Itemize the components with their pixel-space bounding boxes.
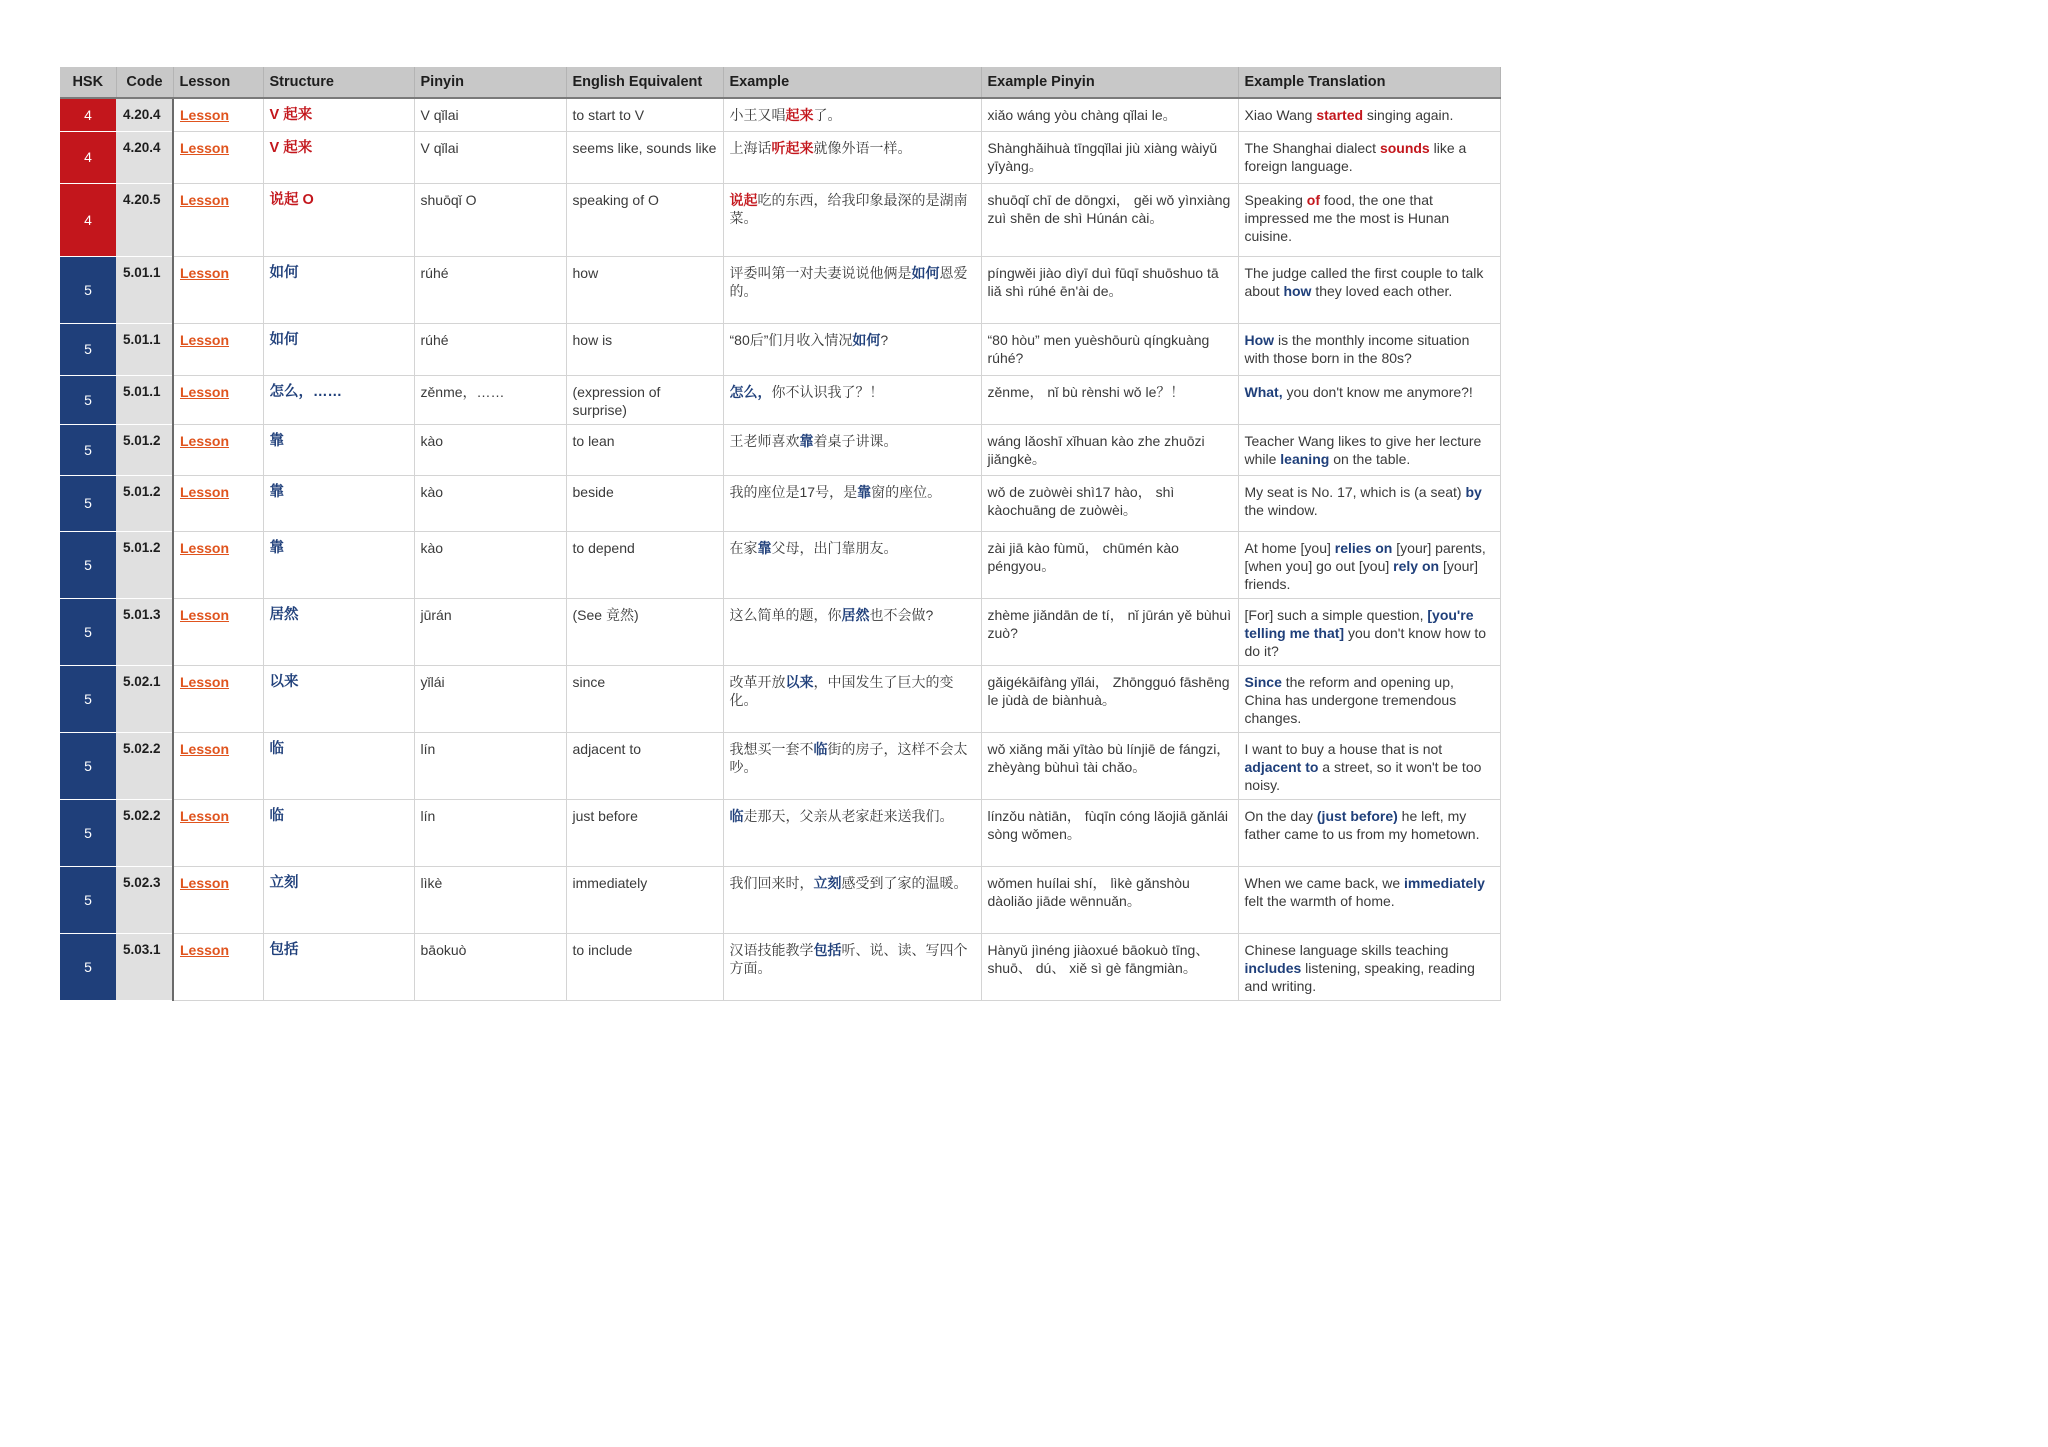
example-text: 走那天，父亲从老家赶来送我们。 — [743, 807, 954, 824]
translation-text: listening, speaking, reading and writing. — [1244, 959, 1475, 994]
hsk-level-badge: 4 — [60, 183, 116, 256]
pinyin-cell: bāokuò — [414, 933, 566, 1000]
lesson-cell — [173, 866, 263, 933]
example-text: 窗的座位。 — [871, 483, 942, 500]
example-pinyin-cell: píngwěi jiào dìyī duì fūqī shuōshuo tā liǎ shì rúhé ēn'ài de。 — [981, 256, 1238, 323]
code-cell: 4.20.5 — [116, 183, 173, 256]
translation-text: on the table. — [1329, 450, 1411, 467]
structure-cell: 如何 — [263, 323, 414, 375]
example-translation-cell — [1238, 598, 1500, 665]
example-highlight: 靠 — [799, 432, 814, 449]
lesson-cell — [173, 475, 263, 531]
example-text: 了。 — [813, 107, 842, 123]
grammar-table-container — [60, 67, 1500, 1001]
translation-highlight: of — [1306, 191, 1320, 208]
example-text: ? — [880, 331, 889, 348]
code-cell: 5.02.1 — [116, 665, 173, 732]
example-pinyin-cell: wǒ xiǎng mǎi yītào bù línjiē de fángzi， zhèyàng bùhuì tài chǎo。 — [981, 732, 1238, 799]
structure-cell: V 起来 — [263, 98, 414, 131]
english-equivalent-cell: (See 竟然) — [566, 598, 723, 665]
structure-cell: 怎么，…… — [263, 375, 414, 424]
code-cell: 5.01.1 — [116, 323, 173, 375]
code-cell: 5.01.1 — [116, 375, 173, 424]
hsk-level-badge: 5 — [60, 665, 116, 732]
hsk-level-badge: 4 — [60, 98, 116, 131]
lesson-cell — [173, 933, 263, 1000]
example-translation-cell — [1238, 531, 1500, 598]
example-text: 王老师喜欢 — [729, 432, 800, 449]
lesson-cell — [173, 183, 263, 256]
table-row — [60, 98, 1500, 131]
english-equivalent-cell: speaking of O — [566, 183, 723, 256]
table-row — [60, 799, 1500, 866]
example-cell — [723, 665, 981, 732]
code-cell: 5.02.3 — [116, 866, 173, 933]
english-equivalent-cell: how — [566, 256, 723, 323]
table-row — [60, 323, 1500, 375]
lesson-link[interactable]: Lesson — [180, 383, 230, 400]
header-code: Code — [116, 67, 173, 98]
lesson-cell — [173, 323, 263, 375]
translation-text: Xiao Wang — [1244, 107, 1317, 123]
table-row — [60, 375, 1500, 424]
grammar-table — [60, 67, 1501, 1001]
example-cell — [723, 531, 981, 598]
translation-highlight: includes — [1244, 959, 1302, 976]
hsk-level-badge: 5 — [60, 598, 116, 665]
translation-text: a street, so it won't be too noisy. — [1244, 758, 1482, 793]
example-cell — [723, 475, 981, 531]
table-row — [60, 475, 1500, 531]
code-cell: 5.01.2 — [116, 424, 173, 475]
translation-text: [your] friends. — [1244, 557, 1478, 592]
english-equivalent-cell: to include — [566, 933, 723, 1000]
translation-highlight: started — [1316, 107, 1364, 123]
example-highlight: 如何 — [852, 331, 881, 348]
lesson-link[interactable]: Lesson — [180, 941, 230, 958]
example-pinyin-cell: línzǒu nàtiān， fùqīn cóng lǎojiā gǎnlái sòng wǒmen。 — [981, 799, 1238, 866]
example-translation-cell — [1238, 256, 1500, 323]
example-translation-cell — [1238, 323, 1500, 375]
lesson-link[interactable]: Lesson — [180, 539, 230, 556]
pinyin-cell: rúhé — [414, 323, 566, 375]
english-equivalent-cell: (expression of surprise) — [566, 375, 723, 424]
lesson-cell — [173, 799, 263, 866]
translation-text: The Shanghai dialect — [1244, 139, 1380, 156]
pinyin-cell: rúhé — [414, 256, 566, 323]
english-equivalent-cell: to lean — [566, 424, 723, 475]
translation-text: they loved each other. — [1311, 282, 1453, 299]
example-text: 着桌子讲课。 — [813, 432, 898, 449]
header-lesson: Lesson — [173, 67, 263, 98]
structure-cell: 包括 — [263, 933, 414, 1000]
translation-highlight: [you're telling me that] — [1244, 606, 1474, 641]
table-body — [60, 98, 1500, 1000]
header-example: Example — [723, 67, 981, 98]
example-highlight: 靠 — [757, 539, 772, 556]
translation-text: The judge called the first couple to talk about — [1244, 264, 1484, 299]
table-row — [60, 598, 1500, 665]
translation-highlight: by — [1465, 483, 1482, 500]
example-cell — [723, 375, 981, 424]
lesson-link[interactable]: Lesson — [180, 483, 230, 500]
pinyin-cell: jūrán — [414, 598, 566, 665]
lesson-link[interactable]: Lesson — [180, 606, 230, 623]
example-text: 父母，出门靠朋友。 — [771, 539, 898, 556]
example-translation-cell — [1238, 183, 1500, 256]
pinyin-cell: kào — [414, 531, 566, 598]
example-pinyin-cell: wǒmen huílai shí， lìkè gǎnshòu dàoliǎo jiāde wēnnuǎn。 — [981, 866, 1238, 933]
hsk-level-badge: 5 — [60, 531, 116, 598]
pinyin-cell: lìkè — [414, 866, 566, 933]
english-equivalent-cell: to depend — [566, 531, 723, 598]
translation-text: Chinese language skills teaching — [1244, 941, 1449, 958]
example-text: 汉语技能教学 — [729, 941, 814, 958]
example-translation-cell — [1238, 799, 1500, 866]
translation-text: he left, my father came to us from my hometown. — [1244, 807, 1480, 842]
example-text: 吃的东西，给我印象最深的是湖南菜。 — [729, 191, 968, 226]
english-equivalent-cell: just before — [566, 799, 723, 866]
example-cell — [723, 424, 981, 475]
example-cell — [723, 598, 981, 665]
structure-cell: 临 — [263, 799, 414, 866]
hsk-level-badge: 5 — [60, 375, 116, 424]
lesson-link[interactable]: Lesson — [180, 139, 230, 156]
translation-text: I want to buy a house that is not — [1244, 740, 1443, 757]
translation-highlight: how — [1283, 282, 1312, 299]
translation-text: Speaking — [1244, 191, 1307, 208]
pinyin-cell: zěnme，…… — [414, 375, 566, 424]
example-pinyin-cell: zhème jiǎndān de tí， nǐ jūrán yě bùhuì zuò? — [981, 598, 1238, 665]
english-equivalent-cell: to start to V — [566, 98, 723, 131]
table-row — [60, 665, 1500, 732]
translation-text: At home [you] — [1244, 539, 1335, 556]
structure-cell: 靠 — [263, 475, 414, 531]
example-highlight: 以来 — [785, 673, 814, 690]
example-pinyin-cell: xiǎo wáng yòu chàng qǐlai le。 — [981, 98, 1238, 131]
example-pinyin-cell: wǒ de zuòwèi shì17 hào， shì kàochuāng de zuòwèi。 — [981, 475, 1238, 531]
example-pinyin-cell: wáng lǎoshī xǐhuan kào zhe zhuōzi jiǎngkè。 — [981, 424, 1238, 475]
example-translation-cell — [1238, 424, 1500, 475]
lesson-link[interactable]: Lesson — [180, 807, 230, 824]
example-text: 我的座位是17号，是 — [729, 483, 858, 500]
hsk-level-badge: 5 — [60, 799, 116, 866]
example-cell — [723, 131, 981, 183]
example-translation-cell — [1238, 475, 1500, 531]
example-text: 恩爱的。 — [729, 264, 968, 299]
hsk-level-badge: 5 — [60, 323, 116, 375]
lesson-cell — [173, 531, 263, 598]
structure-cell: 临 — [263, 732, 414, 799]
translation-highlight: immediately — [1404, 874, 1485, 891]
table-row — [60, 866, 1500, 933]
example-text: 你不认识我了？！ — [771, 383, 884, 400]
example-pinyin-cell: Hànyǔ jìnéng jiàoxué bāokuò tīng、shuō、 dú、 xiě sì gè fāngmiàn。 — [981, 933, 1238, 1000]
structure-cell: 立刻 — [263, 866, 414, 933]
example-translation-cell — [1238, 375, 1500, 424]
lesson-link[interactable]: Lesson — [180, 874, 230, 891]
translation-text: [your] parents, [when you] go out [you] — [1244, 539, 1486, 574]
translation-text: When we came back, we — [1244, 874, 1405, 891]
pinyin-cell: V qǐlai — [414, 98, 566, 131]
example-text: 听、说、读、写四个方面。 — [729, 941, 968, 976]
example-translation-cell — [1238, 866, 1500, 933]
hsk-level-badge: 4 — [60, 131, 116, 183]
lesson-cell — [173, 98, 263, 131]
code-cell: 5.01.2 — [116, 475, 173, 531]
example-highlight: 说起 — [729, 191, 758, 208]
example-pinyin-cell: zěnme， nǐ bù rènshi wǒ le？！ — [981, 375, 1238, 424]
code-cell: 5.01.3 — [116, 598, 173, 665]
example-pinyin-cell: Shànghǎihuà tīngqǐlai jiù xiàng wàiyǔ yīyàng。 — [981, 131, 1238, 183]
lesson-link[interactable]: Lesson — [180, 740, 230, 757]
example-text: 就像外语一样。 — [813, 139, 912, 156]
lesson-cell — [173, 256, 263, 323]
example-highlight: 包括 — [813, 941, 842, 958]
lesson-cell — [173, 131, 263, 183]
example-text: 小王又唱 — [729, 107, 786, 123]
structure-cell: V 起来 — [263, 131, 414, 183]
table-row — [60, 531, 1500, 598]
table-row — [60, 424, 1500, 475]
structure-cell: 以来 — [263, 665, 414, 732]
hsk-level-badge: 5 — [60, 732, 116, 799]
hsk-level-badge: 5 — [60, 256, 116, 323]
example-pinyin-cell: “80 hòu” men yuèshōurù qíngkuàng rúhé? — [981, 323, 1238, 375]
english-equivalent-cell: since — [566, 665, 723, 732]
table-row — [60, 933, 1500, 1000]
translation-highlight: sounds — [1379, 139, 1430, 156]
example-highlight: 临 — [813, 740, 828, 757]
example-translation-cell — [1238, 131, 1500, 183]
example-translation-cell — [1238, 933, 1500, 1000]
translation-text: you don't know how to do it? — [1244, 624, 1487, 659]
translation-text: [For] such a simple question, — [1244, 606, 1428, 623]
example-text: 我们回来时， — [729, 874, 814, 891]
english-equivalent-cell: immediately — [566, 866, 723, 933]
code-cell: 5.02.2 — [116, 799, 173, 866]
translation-text: singing again. — [1363, 107, 1454, 123]
header-structure: Structure — [263, 67, 414, 98]
table-row — [60, 131, 1500, 183]
example-text: 上海话 — [729, 139, 772, 156]
translation-highlight: relies on — [1334, 539, 1393, 556]
example-cell — [723, 183, 981, 256]
header-english-equivalent: English Equivalent — [566, 67, 723, 98]
example-text: 也不会做? — [869, 606, 934, 623]
hsk-level-badge: 5 — [60, 933, 116, 1000]
lesson-cell — [173, 598, 263, 665]
example-highlight: 临 — [729, 807, 744, 824]
table-row — [60, 183, 1500, 256]
example-text: 改革开放 — [729, 673, 786, 690]
translation-text: On the day — [1244, 807, 1317, 824]
lesson-link[interactable]: Lesson — [180, 191, 230, 208]
table-header — [60, 67, 1500, 98]
pinyin-cell: lín — [414, 799, 566, 866]
translation-highlight: (just before) — [1316, 807, 1398, 824]
example-cell — [723, 866, 981, 933]
example-text: 我想买一套不 — [729, 740, 814, 757]
structure-cell: 靠 — [263, 424, 414, 475]
code-cell: 5.01.2 — [116, 531, 173, 598]
header-pinyin: Pinyin — [414, 67, 566, 98]
translation-text: the reform and opening up, China has undergone tremendous changes. — [1244, 673, 1457, 726]
structure-cell: 居然 — [263, 598, 414, 665]
example-text: 评委叫第一对夫妻说说他俩是 — [729, 264, 912, 281]
pinyin-cell: lín — [414, 732, 566, 799]
example-highlight: 如何 — [911, 264, 940, 281]
table-row — [60, 732, 1500, 799]
example-cell — [723, 256, 981, 323]
translation-text: food, the one that impressed me the most is Hunan cuisine. — [1244, 191, 1450, 244]
lesson-link[interactable]: Lesson — [180, 673, 230, 690]
english-equivalent-cell: adjacent to — [566, 732, 723, 799]
example-text: 街的房子，这样不会太吵。 — [729, 740, 968, 775]
lesson-cell — [173, 424, 263, 475]
example-translation-cell — [1238, 98, 1500, 131]
example-highlight: 靠 — [857, 483, 872, 500]
lesson-link[interactable]: Lesson — [180, 432, 230, 449]
translation-highlight: How — [1244, 331, 1275, 348]
translation-highlight: leaning — [1280, 450, 1330, 467]
example-text: 在家 — [729, 539, 758, 556]
english-equivalent-cell: beside — [566, 475, 723, 531]
code-cell: 4.20.4 — [116, 98, 173, 131]
translation-highlight: adjacent to — [1244, 758, 1319, 775]
pinyin-cell: kào — [414, 424, 566, 475]
english-equivalent-cell: how is — [566, 323, 723, 375]
translation-text: you don't know me anymore?! — [1282, 383, 1473, 400]
example-translation-cell — [1238, 732, 1500, 799]
hsk-level-badge: 5 — [60, 866, 116, 933]
translation-text: felt the warmth of home. — [1244, 892, 1395, 909]
example-pinyin-cell: gǎigékāifàng yǐlái， Zhōngguó fāshēng le jùdà de biànhuà。 — [981, 665, 1238, 732]
translation-text: like a foreign language. — [1244, 139, 1467, 174]
lesson-cell — [173, 375, 263, 424]
code-cell: 5.02.2 — [116, 732, 173, 799]
english-equivalent-cell: seems like, sounds like — [566, 131, 723, 183]
hsk-level-badge: 5 — [60, 424, 116, 475]
pinyin-cell: V qǐlai — [414, 131, 566, 183]
code-cell: 4.20.4 — [116, 131, 173, 183]
example-highlight: 起来 — [785, 107, 814, 123]
pinyin-cell: yǐlái — [414, 665, 566, 732]
lesson-link[interactable]: Lesson — [180, 264, 230, 281]
code-cell: 5.03.1 — [116, 933, 173, 1000]
example-cell — [723, 799, 981, 866]
translation-text: My seat is No. 17, which is (a seat) — [1244, 483, 1466, 500]
translation-highlight: What, — [1244, 383, 1283, 400]
header-row — [60, 67, 1500, 98]
lesson-link[interactable]: Lesson — [180, 107, 230, 123]
translation-highlight: Since — [1244, 673, 1282, 690]
example-translation-cell — [1238, 665, 1500, 732]
code-cell: 5.01.1 — [116, 256, 173, 323]
translation-highlight: rely on — [1393, 557, 1440, 574]
pinyin-cell: shuōqǐ O — [414, 183, 566, 256]
translation-text: is the monthly income situation with those born in the 80s? — [1244, 331, 1470, 366]
translation-text: Teacher Wang likes to give her lecture while — [1244, 432, 1482, 467]
header-example-pinyin: Example Pinyin — [981, 67, 1238, 98]
example-pinyin-cell: shuōqǐ chī de dōngxi， gěi wǒ yìnxiàng zuì shēn de shì Húnán cài。 — [981, 183, 1238, 256]
structure-cell: 说起 O — [263, 183, 414, 256]
example-cell — [723, 933, 981, 1000]
lesson-link[interactable]: Lesson — [180, 331, 230, 348]
example-text: “80后”们月收入情况 — [729, 331, 853, 348]
example-highlight: 怎么， — [729, 383, 772, 400]
header-example-translation: Example Translation — [1238, 67, 1500, 98]
example-cell — [723, 323, 981, 375]
example-cell — [723, 732, 981, 799]
structure-cell: 靠 — [263, 531, 414, 598]
lesson-cell — [173, 665, 263, 732]
structure-cell: 如何 — [263, 256, 414, 323]
example-highlight: 居然 — [841, 606, 870, 623]
header-hsk: HSK — [60, 67, 116, 98]
example-text: ，中国发生了巨大的变化。 — [729, 673, 954, 708]
example-pinyin-cell: zài jiā kào fùmǔ， chūmén kào péngyou。 — [981, 531, 1238, 598]
example-highlight: 立刻 — [813, 874, 842, 891]
hsk-level-badge: 5 — [60, 475, 116, 531]
example-cell — [723, 98, 981, 131]
example-text: 这么简单的题，你 — [729, 606, 842, 623]
pinyin-cell: kào — [414, 475, 566, 531]
example-text: 感受到了家的温暖。 — [841, 874, 968, 891]
translation-text: the window. — [1244, 501, 1318, 518]
example-highlight: 听起来 — [771, 139, 814, 156]
lesson-cell — [173, 732, 263, 799]
table-row — [60, 256, 1500, 323]
